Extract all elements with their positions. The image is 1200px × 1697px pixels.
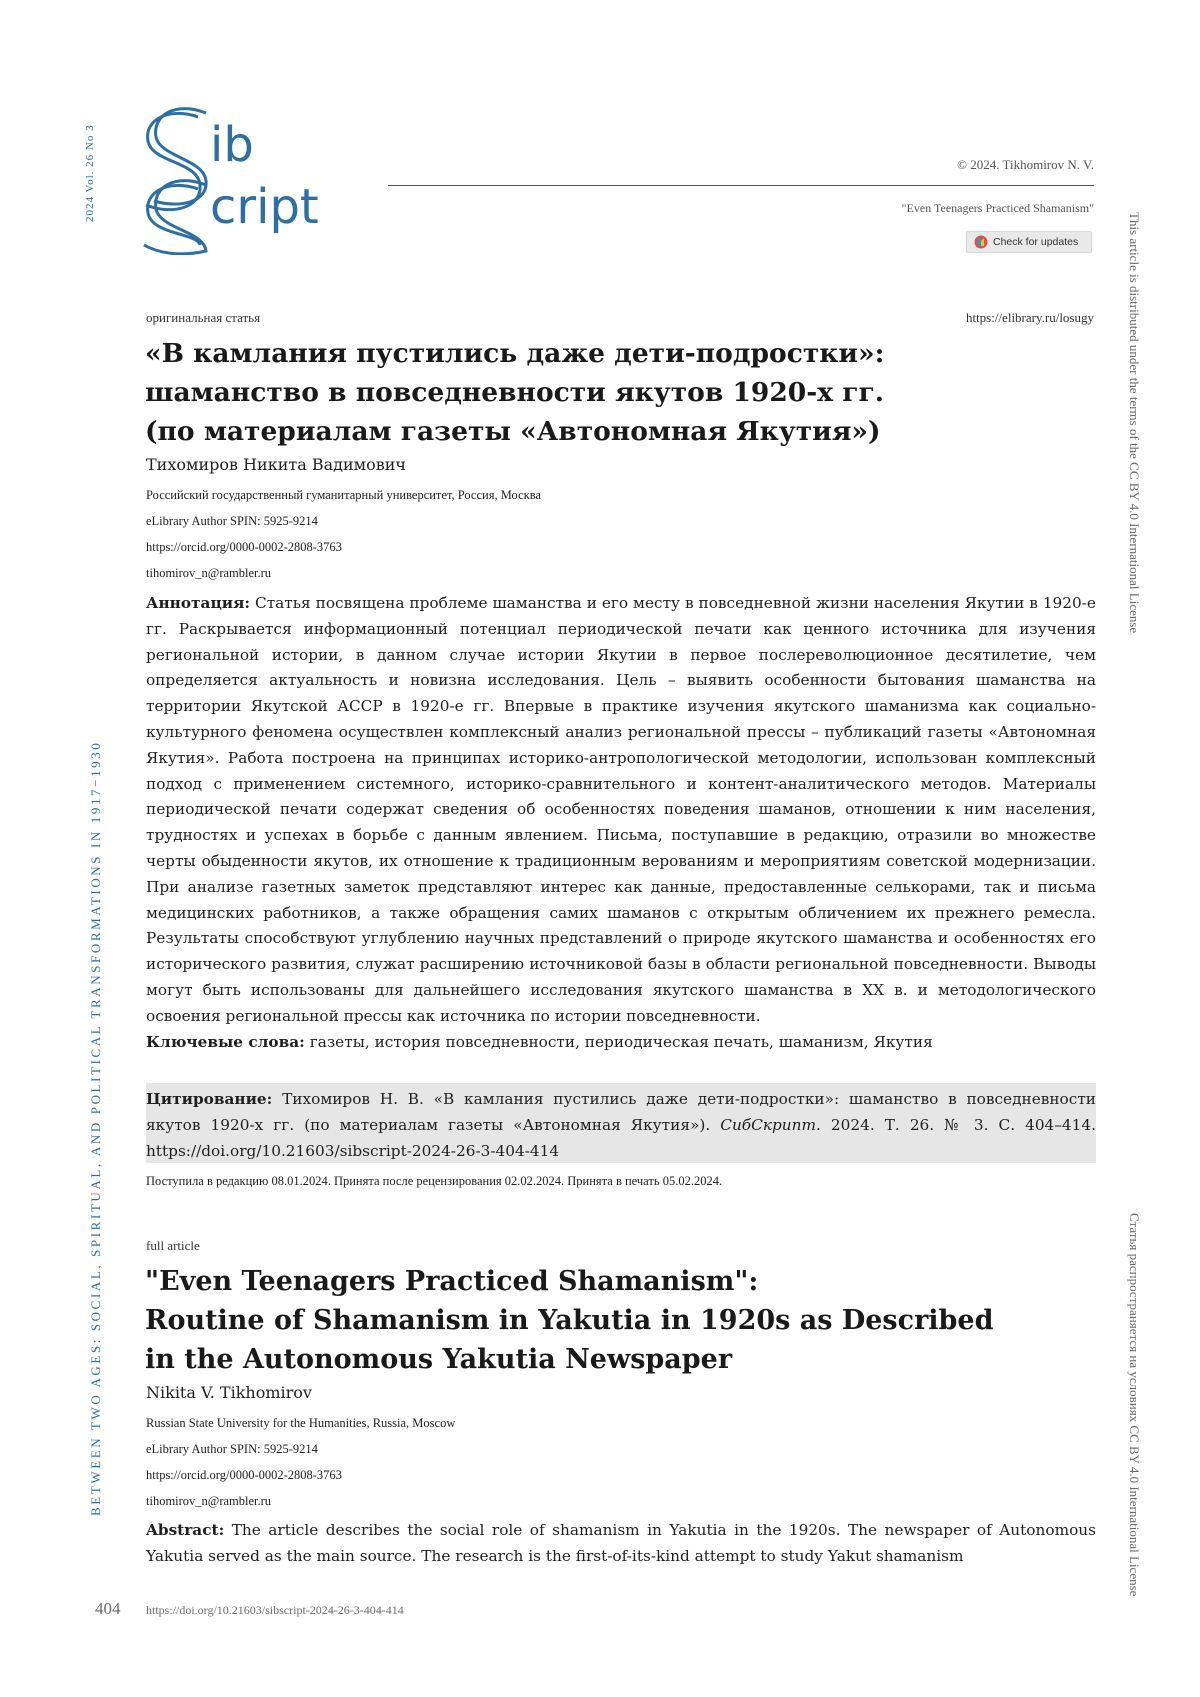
svg-text:cript: cript [210, 179, 319, 235]
elibrary-spin: eLibrary Author SPIN: 5925-9214 [146, 1436, 455, 1462]
header-divider [388, 185, 1094, 186]
volume-label: 2024 Vol. 26 No 3 [84, 108, 104, 238]
title-line: «В камлания пустились даже дети-подростки»: [145, 334, 1045, 373]
title-line: шаманство в повседневности якутов 1920-х гг. [145, 373, 1045, 412]
abstract-text: The article describes the social role of shamanism in Yakutia in the 1920s. The newspaper of Autonomous Yakutia served as the main source. The research is the first-of-its-kind attempt to study Yakut shamanism [146, 1521, 1096, 1565]
series-title: BETWEEN TWO AGES: SOCIAL, SPIRITUAL, AND POLITICAL TRANSFORMATIONS IN 1917−1930 [88, 678, 108, 1578]
article-type-ru: оригинальная статья [146, 310, 260, 326]
title-line: (по материалам газеты «Автономная Якутия») [145, 412, 1045, 451]
page-number: 404 [95, 1599, 121, 1619]
affiliation: Russian State University for the Humanities, Russia, Moscow [146, 1410, 455, 1436]
article-title-en [145, 1262, 1045, 1379]
citation-tail: 2024. Т. 26. № 3. С. 404–414. [831, 1116, 1096, 1134]
citation-label: Цитирование: [146, 1090, 272, 1108]
license-notice-ru: Статья распространяется на условиях CC BY 4.0 International License [1122, 1145, 1142, 1665]
abstract-ru [146, 591, 1096, 1055]
keywords-text: газеты, история повседневности, периодическая печать, шаманизм, Якутия [310, 1033, 933, 1051]
title-line: Routine of Shamanism in Yakutia in 1920s as Described [145, 1301, 1045, 1340]
orcid-link[interactable]: https://orcid.org/0000-0002-2808-3763 [146, 1462, 455, 1488]
keywords-label: Ключевые слова: [146, 1033, 305, 1051]
article-title-ru [145, 334, 1045, 451]
author-meta-ru [146, 482, 541, 586]
article-type-en: full article [146, 1238, 200, 1254]
elibrary-spin: eLibrary Author SPIN: 5925-9214 [146, 508, 541, 534]
citation-journal: СибСкрипт. [720, 1116, 821, 1134]
title-line: "Even Teenagers Practiced Shamanism": [145, 1262, 1045, 1301]
citation-box [146, 1083, 1096, 1163]
crossmark-icon [974, 235, 988, 249]
abstract-en [146, 1518, 1096, 1570]
abstract-text: Статья посвящена проблеме шаманства и его месту в повседневной жизни населения Якутии в 1920-е гг. Раскрывается информационный потенциал периодической печати как ценного источника для изучения региональной истории, в данном случае истории Якутии в первое послереволюционное десятилетие, чем определяется актуальность и новизна исследования. Цель – выявить особенности бытования шаманства на территории Якутской АССР в 1920-е гг. Впервые в практике изучения якутского шаманизма как социально-культурного феномена осуществлен комплексный анализ региональной прессы – публикаций газеты «Автономная Якутия». Работа построена на принципах историко-антропологической методологии, использован комплексный подход с применением системного, историко-сравнительного и контент-аналитического методов. Материалы периодической печати содержат сведения об особенностях поведения шаманов, отношении к ним населения, трудностях и успехах в борьбе с данным явлением. Письма, поступавшие в редакцию, отразили во множестве черты обыденности якутов, их отношение к традиционным верованиям и мероприятиям советской модернизации. При анализе газетных заметок представляют интерес как данные, предоставленные селькорами, так и письма медицинских работников, а также обращения самих шаманов с открытым обличением их прежнего ремесла. Результаты способствуют углублению научных представлений о природе якутского шаманства и особенностях его исторического развития, служат расширению источниковой базы в области региональной повседневности. Выводы могут быть использованы для дальнейшего исследования якутского шаманства в XX в. и методологического освоения региональной прессы как источника по истории повседневности. [146, 594, 1096, 1025]
citation-text: Тихомиров Н. В. «В камлания пустились даже дети-подростки»: шаманство в повседневности якутов 1920-х гг. (по материалам газеты «Автономная Якутия»). [146, 1090, 1096, 1134]
license-notice-en: This article is distributed under the terms of the CC BY 4.0 International License [1122, 158, 1142, 688]
copyright-line: © 2024. Tikhomirov N. V. [957, 157, 1094, 173]
running-title: "Even Teenagers Practiced Shamanism" [902, 201, 1094, 216]
email-link[interactable]: tihomirov_n@rambler.ru [146, 560, 541, 586]
journal-url[interactable]: https://elibrary.ru/losugy [966, 310, 1094, 326]
abstract-label: Аннотация: [146, 594, 250, 612]
orcid-link[interactable]: https://orcid.org/0000-0002-2808-3763 [146, 534, 541, 560]
author-name-ru: Тихомиров Никита Вадимович [146, 455, 406, 474]
sibscript-logo-mark [140, 105, 370, 255]
affiliation: Российский государственный гуманитарный университет, Россия, Москва [146, 482, 541, 508]
check-for-updates-label: Check for updates [993, 236, 1078, 248]
received-dates: Поступила в редакцию 08.01.2024. Принята после рецензирования 02.02.2024. Принята в печать 05.02.2024. [146, 1174, 722, 1189]
svg-text:ib: ib [210, 117, 254, 173]
author-name-en: Nikita V. Tikhomirov [146, 1383, 312, 1402]
citation-doi[interactable]: https://doi.org/10.21603/sibscript-2024-26-3-404-414 [146, 1142, 559, 1160]
email-link[interactable]: tihomirov_n@rambler.ru [146, 1488, 455, 1514]
sibscript-logo [140, 105, 370, 255]
abstract-label: Abstract: [146, 1521, 224, 1539]
author-meta-en [146, 1410, 455, 1514]
footer-doi[interactable]: https://doi.org/10.21603/sibscript-2024-26-3-404-414 [146, 1603, 404, 1618]
title-line: in the Autonomous Yakutia Newspaper [145, 1340, 1045, 1379]
check-for-updates-button[interactable] [966, 231, 1092, 253]
